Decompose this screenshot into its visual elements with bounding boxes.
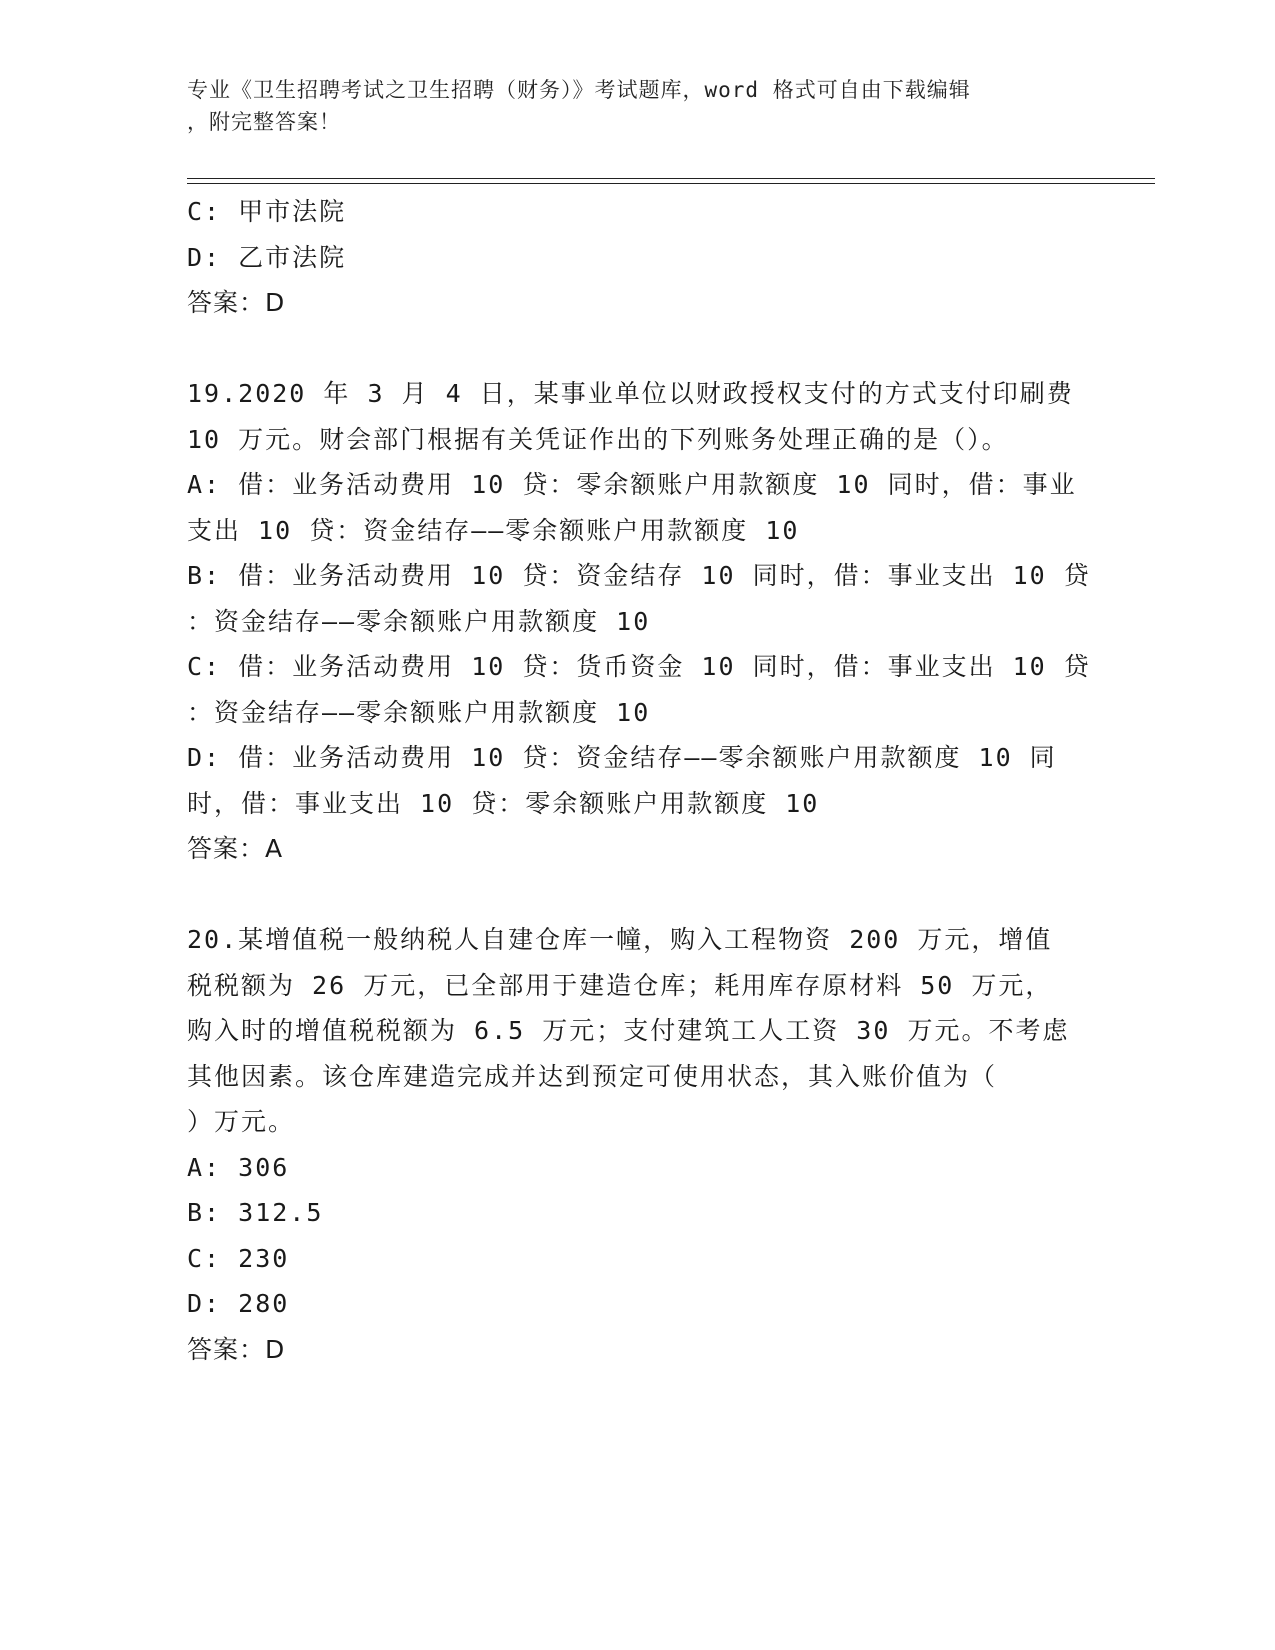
q19-option-c-line-2: ：资金结存——零余额账户用款额度 10 [187,697,651,727]
q19-option-d-line-2: 时，借：事业支出 10 贷：零余额账户用款额度 10 [187,788,820,818]
header-divider-bottom [187,183,1155,184]
q19-answer: 答案：A [187,834,284,863]
q20-option-c: C: 230 [187,1243,290,1273]
q19-stem-line-1: 19.2020 年 3 月 4 日，某事业单位以财政授权支付的方式支付印刷费 [187,379,1074,408]
q19-option-a-line-2: 支出 10 贷：资金结存——零余额账户用款额度 10 [187,515,800,545]
header-title-line-continued: ，附完整答案！ [187,110,341,134]
page-header [187,74,1067,138]
q20-option-a: A: 306 [187,1152,290,1182]
question-content [187,189,1091,1372]
q19-option-b-line-2: ：资金结存——零余额账户用款额度 10 [187,606,651,636]
q19-stem-line-2: 10 万元。财会部门根据有关凭证作出的下列账务处理正确的是（）。 [187,424,1009,454]
q19-option-c-line-1: C: 借：业务活动费用 10 贷：货币资金 10 同时，借：事业支出 10 贷 [187,652,1091,681]
header-title-line: 专业《卫生招聘考试之卫生招聘（财务）》考试题库，word 格式可自由下载编辑 [187,78,971,102]
q20-stem-line-5: ）万元。 [187,1107,296,1136]
q20-option-d: D: 280 [187,1289,290,1318]
q19-option-b-line-1: B: 借：业务活动费用 10 贷：资金结存 10 同时，借：事业支出 10 贷 [187,561,1091,590]
q19-option-a-line-1: A: 借：业务活动费用 10 贷：零余额账户用款额度 10 同时，借：事业 [187,470,1077,499]
prev-option-d: D: 乙市法院 [187,242,347,272]
q20-answer: 答案：D [187,1334,286,1364]
q20-option-b: B: 312.5 [187,1198,324,1227]
prev-option-c: C: 甲市法院 [187,197,347,226]
q20-stem-line-4: 其他因素。该仓库建造完成并达到预定可使用状态，其入账价值为（ [187,1061,998,1091]
q20-stem-line-2: 税税额为 26 万元，已全部用于建造仓库；耗用库存原材料 50 万元， [187,970,1053,1000]
spacer [187,326,1067,372]
prev-answer: 答案：D [187,288,286,317]
spacer [187,872,1067,918]
q20-stem-line-1: 20.某增值税一般纳税人自建仓库一幢，购入工程物资 200 万元，增值 [187,925,1053,954]
header-divider-top [187,178,1155,179]
q19-option-d-line-1: D: 借：业务活动费用 10 贷：资金结存——零余额账户用款额度 10 同 [187,743,1057,772]
q20-stem-line-3: 购入时的增值税税额为 6.5 万元；支付建筑工人工资 30 万元。不考虑 [187,1016,1070,1045]
